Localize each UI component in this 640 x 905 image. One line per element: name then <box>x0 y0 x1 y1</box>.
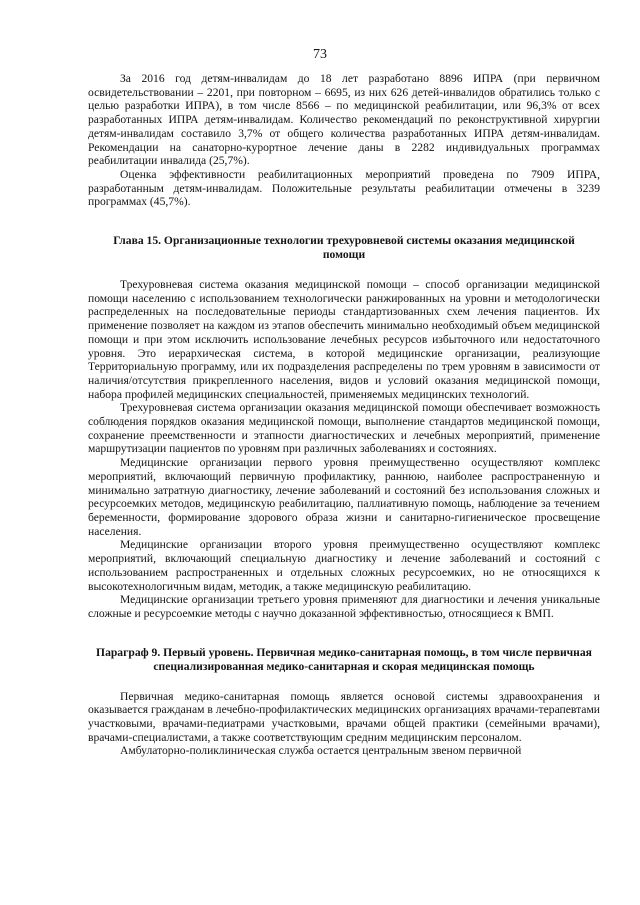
section-heading: Параграф 9. Первый уровень. Первичная медико-санитарная помощь, в том числе первичная специализированная медико-санитарная и скорая медицинская помощь <box>96 645 592 673</box>
chapter-heading: Глава 15. Организационные технологии трехуровневой системы оказания медицинской помощи <box>113 234 575 262</box>
body-paragraph: Первичная медико-санитарная помощь является основой системы здравоохранения и оказывается гражданам в лечебно-профилактических медицинских организациях врачами-терапевтами участковыми, врачами-педиатрами участковыми, врачами общей практики (семейными врачами), врачами-специалистами, а также соответствующим средним медицинским персоналом. <box>88 689 600 744</box>
body-paragraph: Оценка эффективности реабилитационных мероприятий проведена по 7909 ИПРА, разработанным детям-инвалидам. Положительные результаты реабилитации отмечены в 3239 программах (45,7%). <box>88 167 600 209</box>
body-paragraph: Трехуровневая система организации оказания медицинской помощи обеспечивает возможность соблюдения порядков оказания медицинской помощи, выполнение стандартов медицинской помощи, сохранение преемственности и этапности диагностических и лечебных мероприятий, применение маршрутизации пациентов по уровням при различных заболеваниях и состояниях. <box>88 401 600 456</box>
page-content <box>88 72 600 758</box>
page-number: 73 <box>313 47 327 62</box>
body-paragraph: Медицинские организации третьего уровня применяют для диагностики и лечения уникальные сложные и ресурсоемкие методы с научно доказанной эффективностью, относящиеся к ВМП. <box>88 593 600 620</box>
body-paragraph: Трехуровневая система оказания медицинской помощи – способ организации медицинской помощи населению с использованием технологически ранжированных на уровни и методологически распределенных на последовательные периоды стандартизованных схем лечения пациентов. Их применение позволяет на каждом из этапов обеспечить минимально необходимый объем медицинской помощи и при этом исключить использование лечебных ресурсов избыточного или недостаточного уровня. Это иерархическая система, в которой медицинские организации, реализующие Территориальную программу, или их подразделения распределены по трем уровням в зависимости от наличия/отсутствия прикрепленного населения, видов и условий оказания медицинской помощи, набора профилей медицинских специальностей, применяемых медицинских технологий. <box>88 278 600 401</box>
body-paragraph: Амбулаторно-поликлиническая служба остается центральным звеном первичной <box>120 744 522 758</box>
body-paragraph: Медицинские организации первого уровня преимущественно осуществляют комплекс мероприятий, включающий первичную профилактику, раннюю, наиболее распространенную и минимально затратную диагностику, лечение заболеваний и состояний без использования сложных и ресурсоемких методов, медицинскую реабилитацию, паллиативную помощь, наблюдение за течением беременности, формирование здорового образа жизни и санитарно-гигиеническое просвещение населения. <box>88 456 600 538</box>
body-paragraph: Медицинские организации второго уровня преимущественно осуществляют комплекс мероприятий, включающий специальную диагностику и лечение заболеваний и состояний с использованием распространенных и отдельных сложных ресурсоемких, но не относящихся к высокотехнологичным видам, методик, а также медицинскую реабилитацию. <box>88 538 600 593</box>
body-paragraph: За 2016 год детям-инвалидам до 18 лет разработано 8896 ИПРА (при первичном освидетельствовании – 2201, при повторном – 6695, из них 626 детей-инвалидов обратились только с целью разработки ИПРА), в том числе 8566 – по медицинской реабилитации, или 96,3% от всех разработанных ИПРА детям-инвалидам. Количество рекомендаций по реконструктивной хирургии детям-инвалидам составило 3,7% от общего количества разработанных ИПРА детям-инвалидам. Рекомендации на санаторно-курортное лечение даны в 2282 индивидуальных программах реабилитации инвалида (25,7%). <box>88 72 600 168</box>
